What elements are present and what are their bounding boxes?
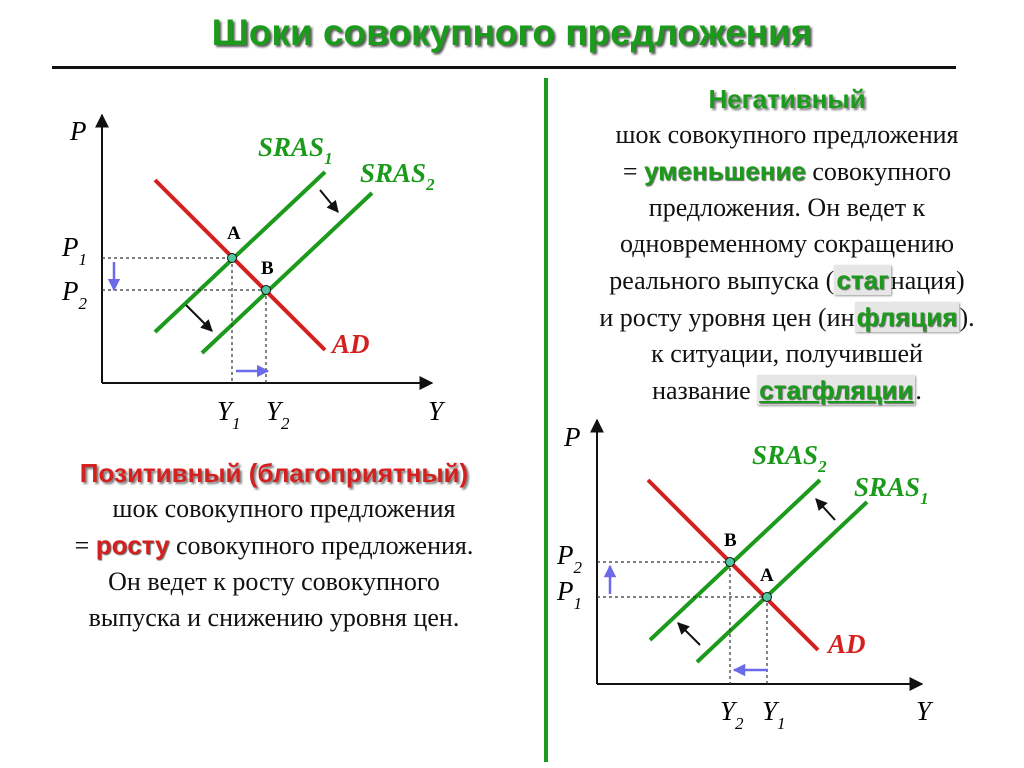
positive-line-2: = росту совокупного предложения. xyxy=(74,530,474,560)
axis-y-label: Y xyxy=(428,396,444,426)
sras2-label: $SRAS_2$ xyxy=(752,440,827,476)
highlight-stagflyatsii: стагфляции xyxy=(759,375,914,405)
positive-line-3: Он ведет к росту совокупного xyxy=(108,567,440,596)
sras2-curve xyxy=(650,480,820,640)
point-b-marker xyxy=(726,558,735,567)
shift-arrow-lower xyxy=(186,305,212,331)
positive-line-4: выпуска и снижению уровня цен. xyxy=(88,603,460,632)
ad-label: AD xyxy=(332,329,370,359)
negative-heading: Негативный xyxy=(708,84,866,114)
negative-line-6: и росту уровня цен (инфляция). xyxy=(599,302,975,332)
y2-label: $Y_2$ xyxy=(720,696,744,733)
sras1-label: $SRAS_1$ xyxy=(258,132,333,168)
p2-label: $P_2$ xyxy=(62,276,87,313)
ad-curve xyxy=(155,180,325,350)
sras2-label: $SRAS_2$ xyxy=(360,158,435,194)
point-a-label: A xyxy=(760,565,774,586)
point-b-marker xyxy=(262,286,271,295)
p2-label: $P_2$ xyxy=(557,540,582,577)
axis-p-label: P xyxy=(564,422,581,452)
point-a-marker xyxy=(228,254,237,263)
shift-arrow-lower xyxy=(678,623,700,645)
positive-line-1: шок совокупного предложения xyxy=(112,494,456,523)
point-b-label: B xyxy=(724,530,737,551)
graph-positive-shock xyxy=(61,115,446,433)
negative-line-1: шок совокупного предложения xyxy=(615,120,959,149)
p1-label: $P_1$ xyxy=(557,576,582,613)
sras1-curve xyxy=(155,172,325,332)
point-b-label: B xyxy=(261,258,274,279)
shift-arrow-upper xyxy=(320,190,338,212)
axis-p-label: P xyxy=(70,116,87,146)
y2-label: $Y_2$ xyxy=(266,396,290,433)
point-a-marker xyxy=(763,593,772,602)
positive-heading: Позитивный (благоприятный) xyxy=(79,458,469,488)
highlight-stag: стаг xyxy=(836,265,889,295)
negative-line-5: реального выпуска (стагнация) xyxy=(609,265,965,295)
y1-label: $Y_1$ xyxy=(762,696,786,733)
point-a-label: A xyxy=(227,223,241,244)
highlight-flyatsiya: фляция xyxy=(856,302,958,332)
sras1-label: $SRAS_1$ xyxy=(854,472,929,508)
highlight-umenshenie: уменьшение xyxy=(644,156,806,186)
negative-line-7: к ситуации, получившей xyxy=(651,339,923,368)
p1-label: $P_1$ xyxy=(62,232,87,269)
negative-line-8: название стагфляции. xyxy=(652,375,922,405)
negative-line-3: предложения. Он ведет к xyxy=(648,193,926,222)
negative-line-4: одновременному сокращению xyxy=(619,229,954,258)
negative-line-2: = уменьшение совокупного xyxy=(622,156,952,186)
axis-y-label: Y xyxy=(916,696,932,726)
y1-label: $Y_1$ xyxy=(217,396,241,433)
shift-arrow-upper xyxy=(816,499,835,520)
page-title: Шоки совокупного предложения xyxy=(211,12,813,53)
ad-label: AD xyxy=(828,629,866,659)
highlight-rost: росту xyxy=(95,530,170,560)
graph-negative-shock xyxy=(556,420,934,733)
